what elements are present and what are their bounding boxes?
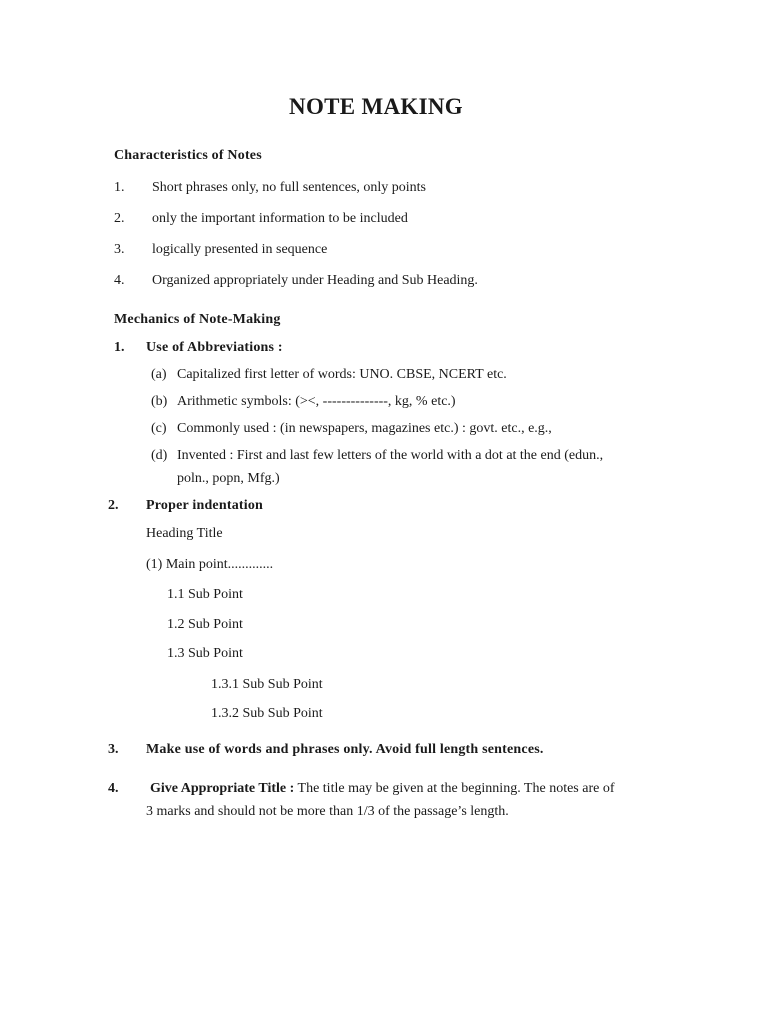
title-item-number: 4. [108,781,119,796]
example-sub-sub-point: 1.3.1 Sub Sub Point [211,677,323,692]
abbreviation-item-label: (c) [151,421,167,436]
words-text: Make use of words and phrases only. Avoid full length sentences. [146,742,544,757]
mechanics-heading: Mechanics of Note-Making [114,312,281,327]
title-item-bold-text: Give Appropriate Title : [150,781,295,796]
abbreviation-item-text: Capitalized first letter of words: UNO. CBSE, NCERT etc. [177,367,507,382]
example-sub-sub-point: 1.3.2 Sub Sub Point [211,706,323,721]
list-item-number: 1. [114,180,125,195]
list-item-number: 4. [114,273,125,288]
indentation-number: 2. [108,498,119,513]
list-item-text: logically presented in sequence [152,242,328,257]
list-item-text: Short phrases only, no full sentences, only points [152,180,427,195]
indentation-heading: Proper indentation [146,498,264,513]
example-main-point: (1) Main point............. [146,557,274,572]
example-sub-point: 1.3 Sub Point [167,646,243,661]
abbreviation-item-text: Invented : First and last few letters of the world with a dot at the end (edun., [177,448,604,463]
list-item-number: 3. [114,242,125,257]
list-item-number: 2. [114,211,125,226]
title-item-text: The title may be given at the beginning. The notes are of [294,781,615,796]
abbreviations-number: 1. [114,340,125,355]
abbreviation-item-label: (d) [151,448,168,463]
title-item-text-continued: 3 marks and should not be more than 1/3 of the passage’s length. [146,804,509,819]
abbreviations-heading: Use of Abbreviations : [146,340,283,355]
abbreviation-item-label: (a) [151,367,167,382]
list-item-text: Organized appropriately under Heading and Sub Heading. [152,273,478,288]
example-heading-title: Heading Title [146,526,223,541]
list-item-text: only the important information to be included [152,211,408,226]
abbreviation-item-label: (b) [151,394,168,409]
words-number: 3. [108,742,119,757]
title-item-line [150,781,615,797]
example-sub-point: 1.1 Sub Point [167,587,243,602]
example-sub-point: 1.2 Sub Point [167,617,243,632]
abbreviation-item-text: Commonly used : (in newspapers, magazines etc.) : govt. etc., e.g., [177,421,552,436]
abbreviation-item-text: Arithmetic symbols: (><, --------------, kg, % etc.) [177,394,456,409]
abbreviation-item-text-continued: poln., popn, Mfg.) [177,471,280,486]
characteristics-heading: Characteristics of Notes [114,148,262,163]
page-title: NOTE MAKING [289,94,463,119]
